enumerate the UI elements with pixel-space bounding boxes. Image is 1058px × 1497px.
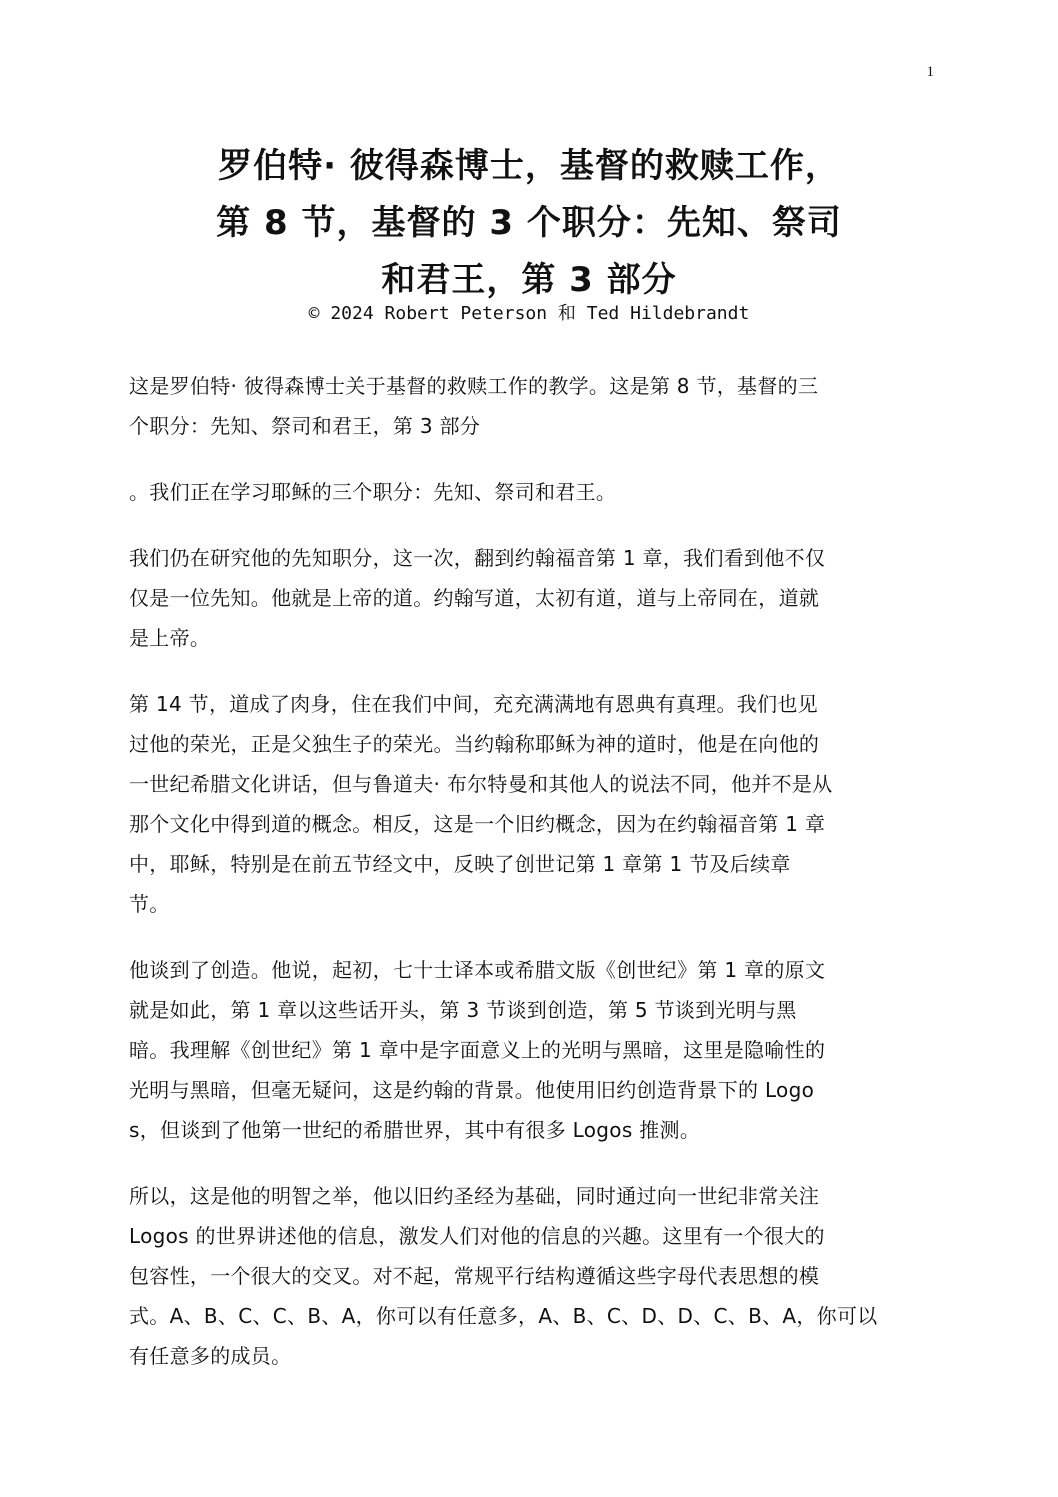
copyright-line: © 2024 Robert Peterson 和 Ted Hildebrandt (308, 303, 750, 324)
paragraph-line: 个职分：先知、祭司和君王，第 3 部分 (129, 414, 481, 438)
paragraph-line: 那个文化中得到道的概念。相反，这是一个旧约概念，因为在约翰福音第 1 章 (129, 812, 826, 836)
paragraph-line: 就是如此，第 1 章以这些话开头，第 3 节谈到创造，第 5 节谈到光明与黑 (129, 998, 797, 1022)
paragraph-4 (129, 684, 929, 924)
paragraph-2 (129, 472, 929, 512)
paragraph-line: 第 14 节，道成了肉身，住在我们中间，充充满满地有恩典有真理。我们也见 (129, 692, 818, 716)
paragraph-line: 所以，这是他的明智之举，他以旧约圣经为基础，同时通过向一世纪非常关注 (129, 1184, 820, 1208)
paragraph-line: 。我们正在学习耶稣的三个职分：先知、祭司和君王。 (129, 480, 617, 504)
paragraph-line: 节。 (129, 892, 170, 916)
paragraph-line: Logos 的世界讲述他的信息，激发人们对他的信息的兴趣。这里有一个很大的 (129, 1224, 825, 1248)
paragraph-line: 仅是一位先知。他就是上帝的道。约翰写道，太初有道，道与上帝同在，道就 (129, 586, 820, 610)
paragraph-line: 包容性，一个很大的交叉。对不起，常规平行结构遵循这些字母代表思想的模 (129, 1264, 820, 1288)
paragraph-line: 我们仍在研究他的先知职分，这一次，翻到约翰福音第 1 章，我们看到他不仅 (129, 546, 826, 570)
paragraph-line: s，但谈到了他第一世纪的希腊世界，其中有很多 Logos 推测。 (129, 1118, 701, 1142)
paragraph-line: 有任意多的成员。 (129, 1344, 292, 1368)
title-line-1: 罗伯特· 彼得森博士，基督的救赎工作， (218, 146, 840, 186)
paragraph-line: 式。A、B、C、C、B、A，你可以有任意多，A、B、C、D、D、C、B、A，你可以 (129, 1304, 878, 1328)
paragraph-1 (129, 366, 929, 446)
title-block (0, 138, 1058, 325)
body-text (129, 366, 929, 1402)
paragraph-5 (129, 950, 929, 1150)
paragraph-3 (129, 538, 929, 658)
paragraph-6 (129, 1176, 929, 1376)
paragraph-line: 一世纪希腊文化讲话，但与鲁道夫· 布尔特曼和其他人的说法不同，他并不是从 (129, 772, 833, 796)
paragraph-line: 中，耶稣，特别是在前五节经文中，反映了创世记第 1 章第 1 节及后续章 (129, 852, 791, 876)
title-line-2: 第 8 节，基督的 3 个职分：先知、祭司 (216, 203, 842, 243)
paragraph-line: 是上帝。 (129, 626, 211, 650)
paragraph-line: 过他的荣光，正是父独生子的荣光。当约翰称耶稣为神的道时，他是在向他的 (129, 732, 820, 756)
title-line-3: 和君王，第 3 部分 (381, 260, 677, 300)
paragraph-line: 暗。我理解《创世纪》第 1 章中是字面意义上的光明与黑暗，这里是隐喻性的 (129, 1038, 826, 1062)
paragraph-line: 光明与黑暗，但毫无疑问，这是约翰的背景。他使用旧约创造背景下的 Logo (129, 1078, 815, 1102)
paragraph-line: 他谈到了创造。他说，起初，七十士译本或希腊文版《创世纪》第 1 章的原文 (129, 958, 826, 982)
paragraph-line: 这是罗伯特· 彼得森博士关于基督的救赎工作的教学。这是第 8 节，基督的三 (129, 374, 819, 398)
page-number: 1 (926, 64, 934, 80)
